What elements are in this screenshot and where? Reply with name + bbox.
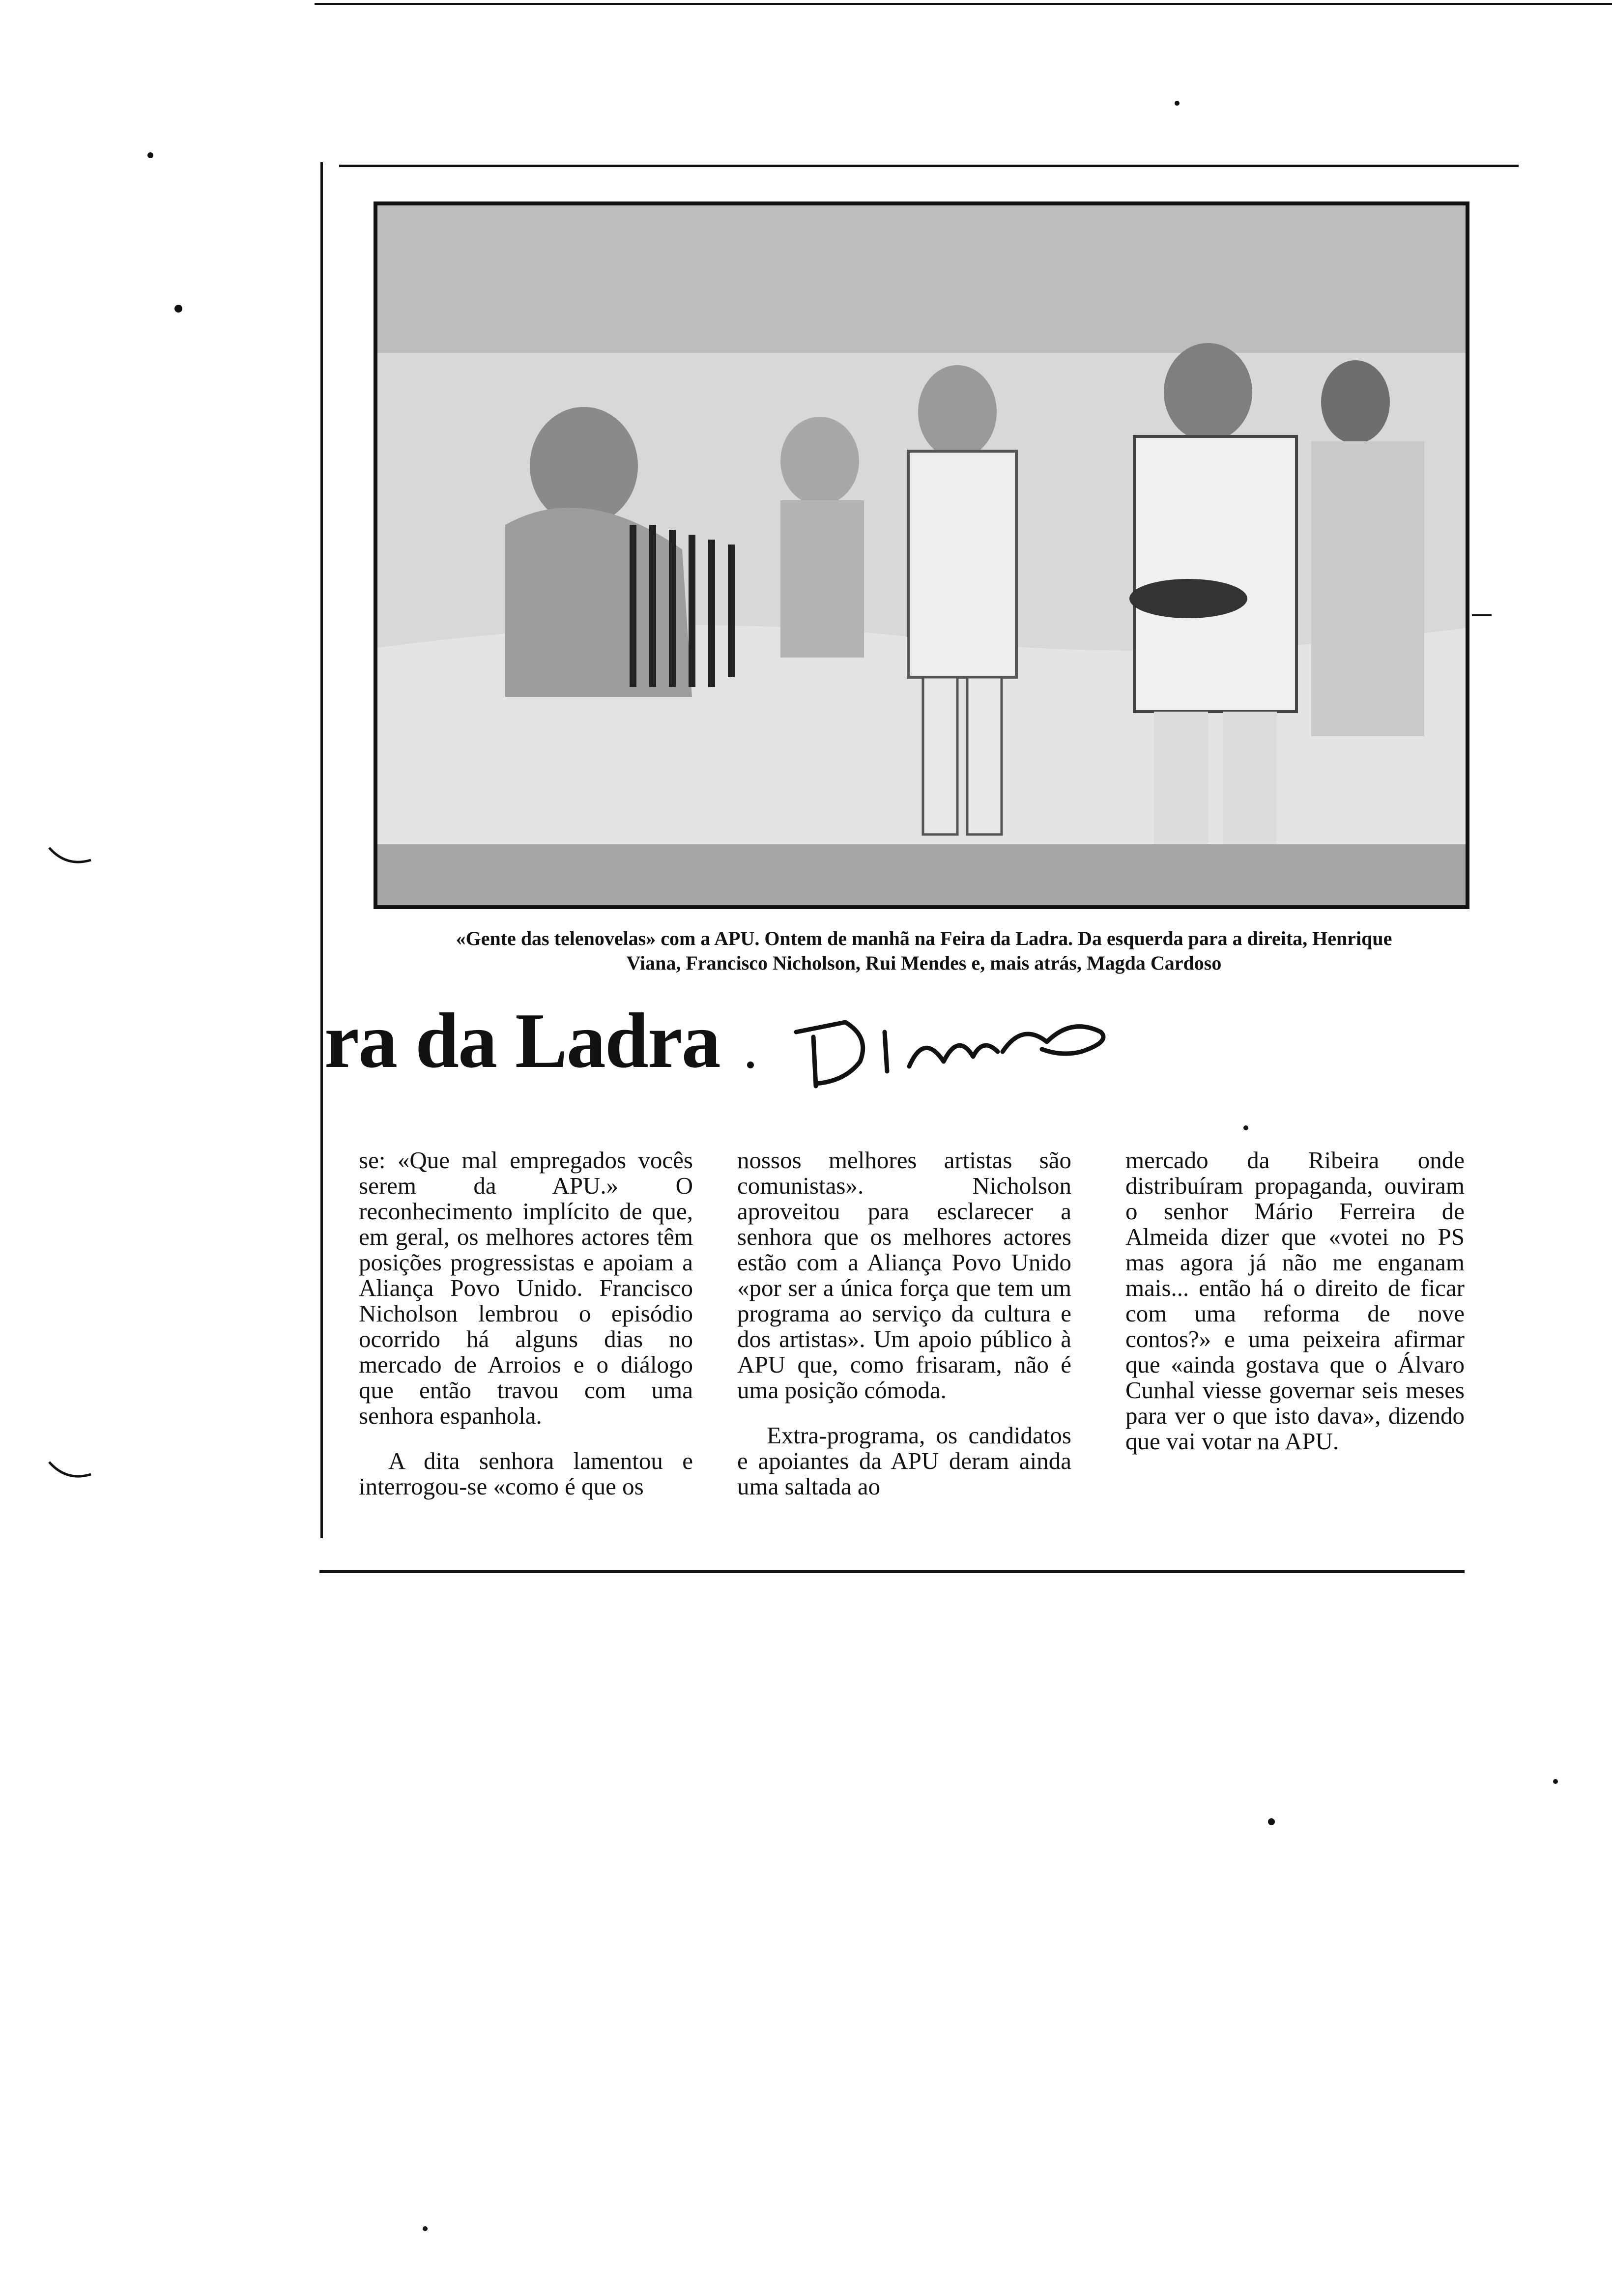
headline-dot bbox=[747, 1062, 754, 1068]
scan-speck bbox=[174, 305, 182, 313]
bottom-rule bbox=[319, 1570, 1465, 1573]
photo-caption bbox=[374, 926, 1474, 976]
scan-speck bbox=[147, 152, 153, 158]
clipping-left-edge bbox=[320, 162, 323, 1538]
top-rule bbox=[339, 165, 1519, 167]
scan-speck bbox=[423, 2226, 428, 2231]
headline bbox=[324, 995, 720, 1086]
article-column-1 bbox=[359, 1148, 693, 1499]
photo-side-mark bbox=[1472, 614, 1492, 616]
column-3-paragraph-1: mercado da Ribeira onde distribuíram propaganda, ouviram o senhor Mário Ferreira de Almeida dizer que «votei no PS mas agora já não me enganam mais... então há o direito de ficar com uma reforma de nove contos?» e uma peixeira afirmar que «ainda gostava que o Álvaro Cunhal viesse governar seis meses para ver o que isto dava», dizendo que vai votar na APU. bbox=[1125, 1147, 1465, 1455]
scan-speck bbox=[1553, 1779, 1558, 1784]
top-edge-line bbox=[315, 3, 1612, 5]
news-photo bbox=[374, 201, 1469, 909]
article-column-2 bbox=[737, 1148, 1071, 1499]
caption-line-1: «Gente das telenovelas» com a APU. Ontem de manhã na Feira da Ladra. Da esquerda para a direita, Henrique bbox=[456, 927, 1392, 949]
photo-people-market-icon bbox=[377, 205, 1466, 905]
scan-speck bbox=[1243, 1125, 1248, 1130]
handwritten-diario-icon bbox=[786, 1003, 1121, 1096]
column-2-paragraph-1: nossos melhores artistas são comunistas». Nicholson aproveitou para esclarecer a senhora que os melhores actores estão com a Aliança Povo Unido «por ser a única força que tem um programa ao serviço da cultura e dos artistas». Um apoio público à APU que, como frisaram, não é uma posição cómoda. bbox=[737, 1147, 1071, 1404]
scan-speck bbox=[1268, 1818, 1275, 1825]
scan-mark-icon bbox=[47, 1460, 96, 1484]
caption-line-2: Viana, Francisco Nicholson, Rui Mendes e, mais atrás, Magda Cardoso bbox=[626, 952, 1222, 974]
article-column-3 bbox=[1125, 1148, 1465, 1454]
column-1-paragraph-2: A dita senhora lamentou e interrogou-se «como é que os bbox=[359, 1447, 693, 1500]
scan-mark-icon bbox=[47, 845, 96, 870]
column-1-paragraph-1: se: «Que mal empregados vocês serem da APU.» O reconhecimento implícito de que, em geral, os melhores actores têm posições progressistas e apoiam a Aliança Povo Unido. Francisco Nicholson lembrou o episódio ocorrido há alguns dias no mercado de Arroios e o diálogo que então travou com uma senhora espanhola. bbox=[359, 1147, 693, 1429]
headline-text: ra da Ladra bbox=[324, 997, 720, 1084]
column-2-paragraph-2: Extra-programa, os candidatos e apoiantes da APU deram ainda uma saltada ao bbox=[737, 1422, 1071, 1500]
scan-speck bbox=[1175, 101, 1180, 106]
